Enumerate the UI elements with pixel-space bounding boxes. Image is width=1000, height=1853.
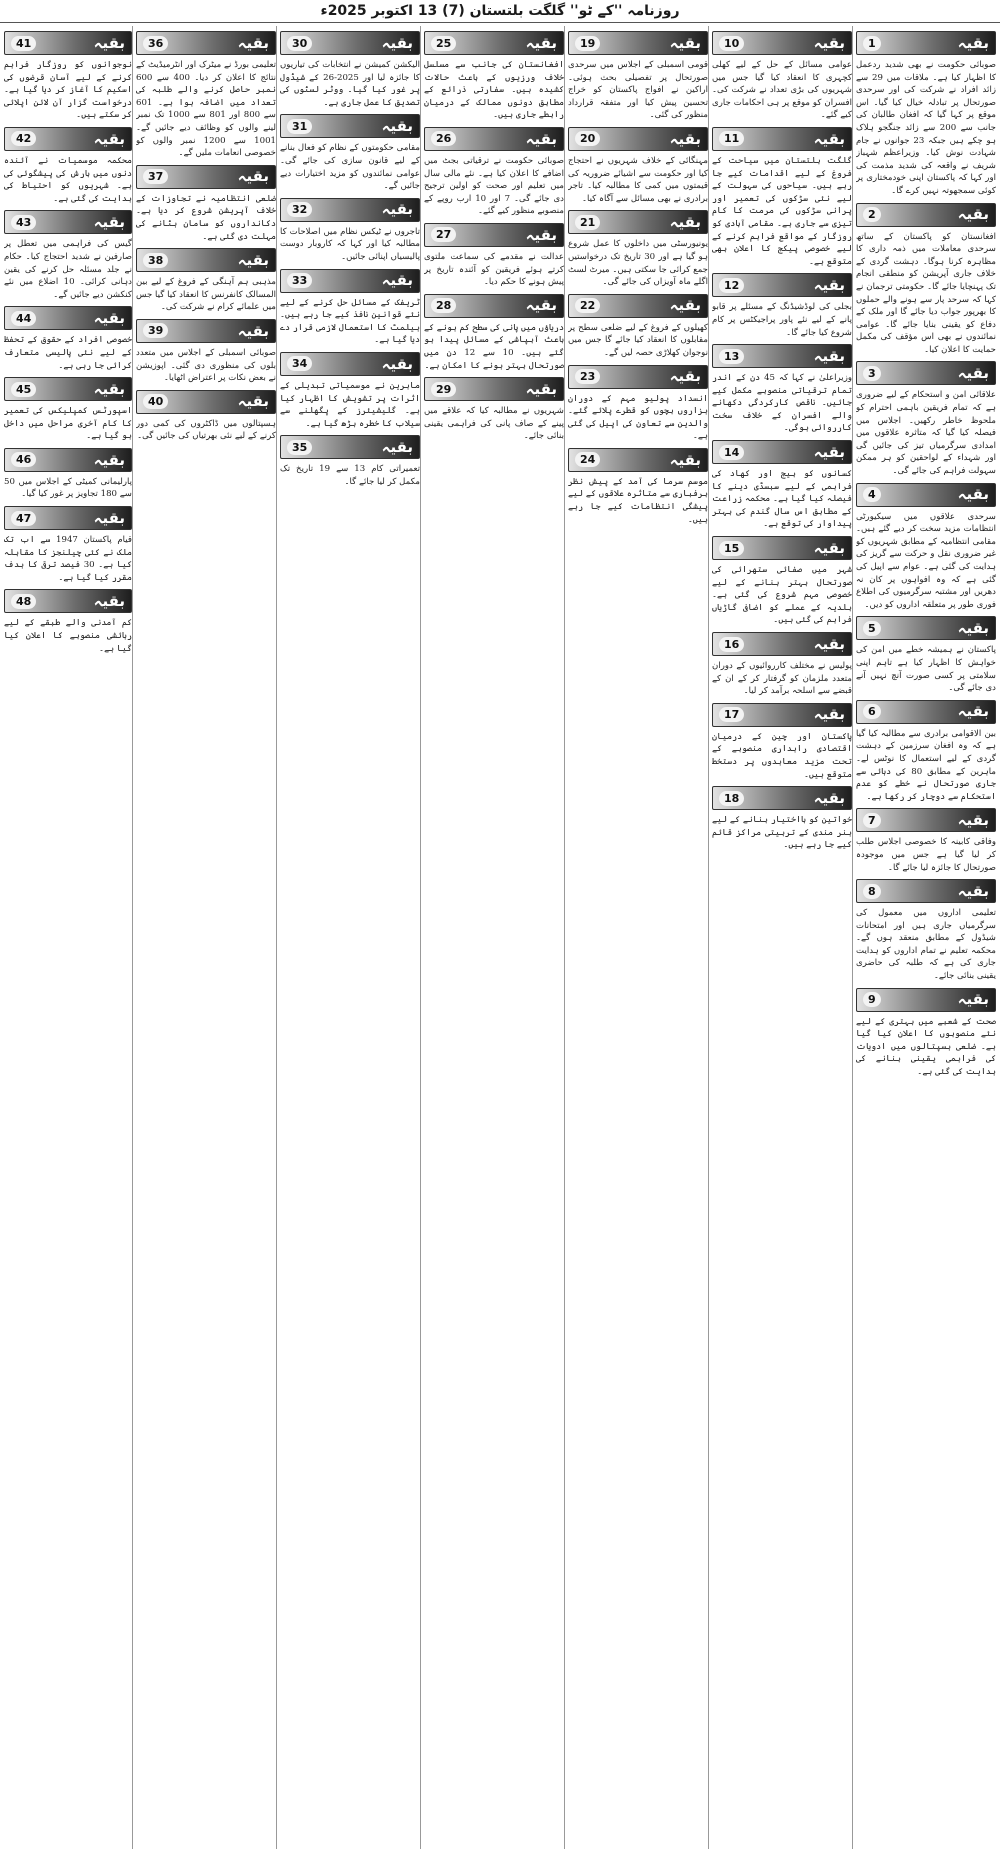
continuation-label: بقیہ — [93, 309, 125, 328]
article-text: وفاقی کابینہ کا خصوصی اجلاس طلب کر لیا گیا ہے جس میں موجودہ صورتحال کا جائزہ لیا جائے گا۔ — [856, 837, 996, 873]
article-text: کسانوں کو بیج اور کھاد کی فراہمی کے لیے سبسڈی دینے کا فیصلہ کیا گیا ہے۔ محکمہ زراعت کے مطابق اس سال گندم کی بہتر پیداوار کی توقع ہے۔ — [712, 469, 852, 530]
continuation-banner — [136, 390, 276, 414]
continuation-banner — [280, 31, 420, 55]
continuation-number: 13 — [719, 349, 744, 364]
article-text: ضلعی انتظامیہ نے تجاوزات کے خلاف آپریشن شروع کر دیا ہے۔ دکانداروں کو سامان ہٹانے کی مہلت دی گئی ہے۔ — [136, 193, 276, 242]
continuation-number: 15 — [719, 541, 744, 556]
continuation-label: بقیہ — [237, 250, 269, 269]
continuation-number: 48 — [11, 594, 36, 609]
continuation-label: بقیہ — [813, 442, 845, 461]
continuation-label: بقیہ — [237, 167, 269, 186]
continuation-banner — [856, 879, 996, 903]
continuation-label: بقیہ — [669, 367, 701, 386]
continuation-banner — [4, 210, 132, 234]
article-text: مقامی حکومتوں کے نظام کو فعال بنانے کے لیے قانون سازی کی جائے گی۔ عوامی نمائندوں کو مزید اختیارات دیے جائیں گے۔ — [280, 143, 420, 192]
article-text: عدالت نے مقدمے کی سماعت ملتوی کرتے ہوئے فریقین کو آئندہ تاریخ پر پیش ہونے کا حکم دیا۔ — [424, 251, 564, 288]
continuation-label: بقیہ — [813, 129, 845, 148]
continuation-number: 9 — [863, 992, 881, 1007]
continuation-label: بقیہ — [669, 296, 701, 315]
article-text: بجلی کی لوڈشیڈنگ کے مسئلے پر قابو پانے کے لیے نئے پاور پراجیکٹس پر کام شروع کیا جائے گا۔ — [712, 302, 852, 338]
continuation-banner — [4, 377, 132, 401]
column-3 — [568, 26, 708, 1849]
column-2 — [712, 26, 852, 1849]
continuation-number: 47 — [11, 511, 36, 526]
continuation-banner — [856, 361, 996, 385]
article-text: نوجوانوں کو روزگار فراہم کرنے کے لیے آسان قرضوں کی اسکیم کا آغاز کر دیا گیا ہے۔ درخواست گزار آن لائن اپلائی کر سکتے ہیں۔ — [4, 60, 132, 121]
continuation-label: بقیہ — [381, 354, 413, 373]
page-header — [0, 0, 1000, 23]
article-text: گلگت بلتستان میں سیاحت کے فروغ کے لیے اقدامات کیے جا رہے ہیں۔ سیاحوں کی سہولت کے لیے نئی سڑکوں کی تعمیر اور پرانی سڑکوں کی مرمت کا کام تیزی سے جاری ہے۔ مقامی آبادی کو روزگار کے مواقع فراہم کرنے کے لیے خصوصی پیکج کا اعلان بھی متوقع ہے۔ — [712, 155, 852, 267]
article-text: محکمہ موسمیات نے آئندہ دنوں میں بارش کی پیشگوئی کی ہے۔ شہریوں کو احتیاط کی ہدایت کی گئی ہے۔ — [4, 155, 132, 204]
continuation-banner — [424, 127, 564, 151]
continuation-number: 1 — [863, 36, 881, 51]
continuation-number: 37 — [143, 169, 168, 184]
continuation-label: بقیہ — [237, 33, 269, 52]
continuation-number: 28 — [431, 298, 456, 313]
article-text: موسم سرما کی آمد کے پیش نظر برفباری سے متاثرہ علاقوں کے لیے پیشگی انتظامات کیے جا رہے ہیں۔ — [568, 476, 708, 525]
continuation-label: بقیہ — [813, 276, 845, 295]
continuation-banner — [136, 248, 276, 272]
continuation-banner — [280, 114, 420, 138]
continuation-banner — [712, 127, 852, 151]
continuation-banner — [424, 223, 564, 247]
continuation-banner — [568, 448, 708, 472]
continuation-label: بقیہ — [237, 392, 269, 411]
continuation-label: بقیہ — [381, 200, 413, 219]
continuation-number: 8 — [863, 884, 881, 899]
continuation-number: 14 — [719, 445, 744, 460]
continuation-label: بقیہ — [381, 437, 413, 456]
article-text: گیس کی فراہمی میں تعطل پر صارفین نے شدید احتجاج کیا۔ حکام نے جلد مسئلہ حل کرنے کی یقین دہانی کرائی۔ 10 اضلاع میں نئے کنکشن دیے جائیں گے۔ — [4, 239, 132, 300]
continuation-banner — [280, 269, 420, 293]
continuation-banner — [856, 483, 996, 507]
article-text: عوامی مسائل کے حل کے لیے کھلی کچہری کا انعقاد کیا گیا جس میں شہریوں کی بڑی تعداد نے شرکت کی۔ افسران کو موقع پر ہی احکامات جاری کیے گئے۔ — [712, 60, 852, 121]
continuation-number: 12 — [719, 278, 744, 293]
continuation-number: 42 — [11, 131, 36, 146]
continuation-banner — [568, 31, 708, 55]
article-text: بین الاقوامی برادری سے مطالبہ کیا گیا ہے کہ وہ افغان سرزمین کے دہشت گردی کے لیے استعمال کا نوٹس لے۔ ماہرین کے مطابق 80 کی دہائی سے جاری صورتحال نے خطے کو عدم استحکام سے دوچار کر رکھا ہے۔ — [856, 728, 996, 802]
article-text: مذہبی ہم آہنگی کے فروغ کے لیے بین المسالک کانفرنس کا انعقاد کیا گیا جس میں علمائے کرام نے شرکت کی۔ — [136, 277, 276, 313]
continuation-label: بقیہ — [957, 33, 989, 52]
continuation-number: 35 — [287, 440, 312, 455]
continuation-label: بقیہ — [525, 129, 557, 148]
column-divider — [132, 26, 133, 1849]
continuation-label: بقیہ — [957, 702, 989, 721]
column-6 — [136, 26, 276, 1849]
continuation-banner — [4, 506, 132, 530]
continuation-banner — [712, 536, 852, 560]
article-text: پارلیمانی کمیٹی کے اجلاس میں 50 سے 180 تجاویز پر غور کیا گیا۔ — [4, 476, 132, 500]
column-divider — [852, 26, 853, 1849]
continuation-number: 31 — [287, 119, 312, 134]
continuation-banner — [856, 700, 996, 724]
article-text: علاقائی امن و استحکام کے لیے ضروری ہے کہ تمام فریقین باہمی احترام کو ملحوظ خاطر رکھیں۔ اجلاس میں فیصلہ کیا گیا کہ متاثرہ علاقوں میں امدادی سرگرمیاں تیز کی جائیں گی اور شہداء کے لواحقین کو ہر ممکن سہولت فراہم کی جائے گی۔ — [856, 390, 996, 477]
page-title: روزنامہ ''کے ٹو'' گلگت بلتستان (7) 13 اکتوبر 2025ء — [320, 3, 680, 19]
continuation-banner — [136, 319, 276, 343]
continuation-number: 44 — [11, 311, 36, 326]
continuation-number: 43 — [11, 215, 36, 230]
article-text: افغانستان کی جانب سے مسلسل خلاف ورزیوں کے باعث حالات کشیدہ ہیں۔ سفارتی ذرائع کے مطابق دونوں ممالک کے درمیان رابطے جاری ہیں۔ — [424, 60, 564, 121]
continuation-label: بقیہ — [93, 592, 125, 611]
continuation-label: بقیہ — [381, 271, 413, 290]
continuation-label: بقیہ — [957, 205, 989, 224]
article-text: افغانستان کو پاکستان کے ساتھ سرحدی معاملات میں ذمہ داری کا مظاہرہ کرنا ہوگا۔ دہشت گردی کے خلاف جاری آپریشن کو منطقی انجام تک پہنچایا جائے گا۔ حکومتی ترجمان نے کہا کہ سرحد پار سے ہونے والے حملوں کا بھرپور جواب دیا جائے گا اور ملک کے دفاع کو یقینی بنایا جائے گا۔ عوامی نمائندوں نے بھی اس مؤقف کی مکمل حمایت کا اعلان کیا۔ — [856, 231, 996, 355]
continuation-label: بقیہ — [813, 634, 845, 653]
article-text: قیام پاکستان 1947 سے اب تک ملک نے کئی چیلنجز کا مقابلہ کیا ہے۔ 30 فیصد ترقی کا ہدف مقرر کیا گیا ہے۔ — [4, 535, 132, 583]
column-1 — [856, 26, 996, 1849]
article-text: خصوصی افراد کے حقوق کے تحفظ کے لیے نئی پالیسی متعارف کرائی جا رہی ہے۔ — [4, 335, 132, 371]
continuation-label: بقیہ — [813, 538, 845, 557]
article-text: تعلیمی اداروں میں معمول کی سرگرمیاں جاری ہیں اور امتحانات شیڈول کے مطابق منعقد ہوں گے۔ محکمہ تعلیم نے تمام اداروں کو ہدایت جاری کی ہے کہ طلبہ کی حاضری یقینی بنائی جائے۔ — [856, 908, 996, 982]
continuation-banner — [4, 31, 132, 55]
continuation-number: 19 — [575, 36, 600, 51]
continuation-label: بقیہ — [525, 379, 557, 398]
continuation-banner — [856, 203, 996, 227]
continuation-label: بقیہ — [93, 213, 125, 232]
continuation-banner — [280, 352, 420, 376]
article-text: مہنگائی کے خلاف شہریوں نے احتجاج کیا اور حکومت سے اشیائے ضروریہ کی قیمتوں میں کمی کا مطالبہ کیا۔ تاجر برادری نے بھی مسائل سے آگاہ کیا۔ — [568, 155, 708, 204]
continuation-label: بقیہ — [813, 705, 845, 724]
article-text: تاجروں نے ٹیکس نظام میں اصلاحات کا مطالبہ کیا اور کہا کہ کاروبار دوست پالیسیاں اپنائی جائیں۔ — [280, 226, 420, 262]
continuation-banner — [712, 31, 852, 55]
article-text: ماہرین نے موسمیاتی تبدیلی کے اثرات پر تشویش کا اظہار کیا ہے۔ گلیشیئرز کے پگھلنے سے سیلاب کا خطرہ بڑھ گیا ہے۔ — [280, 380, 420, 429]
article-text: ٹریفک کے مسائل حل کرنے کے لیے نئے قوانین نافذ کیے جا رہے ہیں۔ ہیلمٹ کا استعمال لازمی قرار دے دیا گیا ہے۔ — [280, 297, 420, 346]
continuation-label: بقیہ — [957, 485, 989, 504]
article-text: قومی اسمبلی کے اجلاس میں سرحدی صورتحال پر تفصیلی بحث ہوئی۔ اراکین نے افواج پاکستان کو خراج تحسین پیش کیا اور متفقہ قرارداد منظور کی گئی۔ — [568, 60, 708, 121]
continuation-banner — [712, 344, 852, 368]
continuation-number: 39 — [143, 323, 168, 338]
continuation-banner — [712, 786, 852, 810]
continuation-banner — [424, 294, 564, 318]
continuation-label: بقیہ — [669, 213, 701, 232]
continuation-label: بقیہ — [93, 33, 125, 52]
continuation-number: 45 — [11, 382, 36, 397]
continuation-banner — [856, 808, 996, 832]
continuation-number: 5 — [863, 621, 881, 636]
continuation-banner — [712, 703, 852, 727]
article-text: صوبائی اسمبلی کے اجلاس میں متعدد بلوں کی منظوری دی گئی۔ اپوزیشن نے بعض نکات پر اعتراض اٹھایا۔ — [136, 347, 276, 384]
continuation-number: 18 — [719, 791, 744, 806]
continuation-number: 4 — [863, 487, 881, 502]
continuation-label: بقیہ — [813, 346, 845, 365]
continuation-banner — [136, 31, 276, 55]
continuation-number: 40 — [143, 394, 168, 409]
continuation-label: بقیہ — [525, 225, 557, 244]
continuation-number: 26 — [431, 131, 456, 146]
continuation-number: 2 — [863, 207, 881, 222]
article-text: شہریوں نے مطالبہ کیا کہ علاقے میں پینے کے صاف پانی کی فراہمی یقینی بنائی جائے۔ — [424, 406, 564, 442]
column-7 — [4, 26, 132, 1849]
continuation-banner — [712, 440, 852, 464]
column-5 — [280, 26, 420, 1849]
continuation-banner — [568, 127, 708, 151]
continuation-number: 33 — [287, 273, 312, 288]
column-divider — [276, 26, 277, 1849]
article-text: پولیس نے مختلف کارروائیوں کے دوران متعدد ملزمان کو گرفتار کر کے ان کے قبضے سے اسلحہ برآمد کر لیا۔ — [712, 661, 852, 697]
continuation-banner — [424, 377, 564, 401]
continuation-label: بقیہ — [957, 990, 989, 1009]
article-text: ہسپتالوں میں ڈاکٹروں کی کمی دور کرنے کے لیے نئی بھرتیاں کی جائیں گی۔ — [136, 418, 276, 442]
continuation-number: 29 — [431, 382, 456, 397]
continuation-label: بقیہ — [93, 450, 125, 469]
continuation-banner — [712, 632, 852, 656]
column-divider — [564, 26, 565, 1849]
continuation-banner — [568, 294, 708, 318]
continuation-label: بقیہ — [669, 33, 701, 52]
continuation-banner — [136, 165, 276, 189]
continuation-label: بقیہ — [957, 881, 989, 900]
continuation-label: بقیہ — [669, 450, 701, 469]
continuation-label: بقیہ — [957, 811, 989, 830]
continuation-number: 46 — [11, 452, 36, 467]
article-text: تعمیراتی کام 13 سے 19 تاریخ تک مکمل کر لیا جائے گا۔ — [280, 464, 420, 487]
article-text: شہر میں صفائی ستھرائی کی صورتحال بہتر بنانے کے لیے خصوصی مہم شروع کی گئی ہے۔ بلدیہ کے عملے کو اضافی گاڑیاں فراہم کی گئی ہیں۔ — [712, 565, 852, 626]
continuation-label: بقیہ — [525, 296, 557, 315]
continuation-number: 20 — [575, 131, 600, 146]
continuation-number: 32 — [287, 202, 312, 217]
continuation-label: بقیہ — [669, 129, 701, 148]
continuation-number: 10 — [719, 36, 744, 51]
continuation-banner — [856, 616, 996, 640]
continuation-label: بقیہ — [381, 33, 413, 52]
column-divider — [708, 26, 709, 1849]
continuation-banner — [4, 448, 132, 472]
article-text: کم آمدنی والے طبقے کے لیے رہائشی منصوبے کا اعلان کیا گیا ہے۔ — [4, 618, 132, 654]
continuation-number: 27 — [431, 227, 456, 242]
continuation-number: 24 — [575, 452, 600, 467]
continuation-label: بقیہ — [813, 33, 845, 52]
article-text: اسپورٹس کمپلیکس کی تعمیر کا کام آخری مراحل میں داخل ہو گیا ہے۔ — [4, 406, 132, 442]
article-text: پاکستان نے ہمیشہ خطے میں امن کی خواہش کا اظہار کیا ہے تاہم اپنی سلامتی پر کسی صورت آنچ نہیں آنے دی جائے گی۔ — [856, 645, 996, 694]
column-divider — [420, 26, 421, 1849]
article-text: الیکشن کمیشن نے انتخابات کی تیاریوں کا جائزہ لیا اور 2025-26 کے شیڈول پر غور کیا گیا۔ ووٹر لسٹوں کی تصدیق کا عمل جاری ہے۔ — [280, 60, 420, 108]
continuation-label: بقیہ — [93, 508, 125, 527]
article-text: وزیراعلیٰ نے کہا کہ 45 دن کے اندر تمام ترقیاتی منصوبے مکمل کیے جائیں۔ ناقص کارکردگی دکھانے والے افسران کے خلاف سخت کارروائی ہوگی۔ — [712, 373, 852, 434]
continuation-banner — [856, 31, 996, 55]
article-text: صحت کے شعبے میں بہتری کے لیے نئے منصوبوں کا اعلان کیا گیا ہے۔ ضلعی ہسپتالوں میں ادویات کی فراہمی یقینی بنانے کی ہدایت کی گئی ہے۔ — [856, 1016, 996, 1078]
continuation-label: بقیہ — [93, 379, 125, 398]
article-text: خواتین کو بااختیار بنانے کے لیے ہنر مندی کے تربیتی مراکز قائم کیے جا رہے ہیں۔ — [712, 815, 852, 851]
article-text: کھیلوں کے فروغ کے لیے ضلعی سطح پر مقابلوں کا انعقاد کیا جائے گا جس میں نوجوان کھلاڑی حصہ لیں گے۔ — [568, 322, 708, 358]
article-text: دریاؤں میں پانی کی سطح کم ہونے کے باعث آبپاشی کے مسائل پیدا ہو گئے ہیں۔ 10 سے 12 دن میں صورتحال بہتر ہونے کا امکان ہے۔ — [424, 322, 564, 371]
continuation-banner — [568, 210, 708, 234]
continuation-number: 3 — [863, 366, 881, 381]
article-text: صوبائی حکومت نے بھی شدید ردعمل کا اظہار کیا ہے۔ ملاقات میں 29 سے زائد افراد نے شرکت کی اور سرحدی صورتحال پر تبادلہ خیال کیا گیا۔ اس موقع پر کہا گیا کہ افغان طالبان کی جانب سے 200 سے زائد جنگجو ہلاک ہو چکے ہیں جبکہ 23 جوانوں نے جام شہادت نوش کیا۔ وزیراعظم شہباز شریف نے واقعہ کی شدید مذمت کی اور کہا کہ پاکستان اپنی خودمختاری پر کوئی سمجھوتہ نہیں کرے گا۔ — [856, 60, 996, 196]
continuation-number: 34 — [287, 356, 312, 371]
article-text: پاکستان اور چین کے درمیان اقتصادی راہداری منصوبے کے تحت مزید معاہدوں پر دستخط متوقع ہیں۔ — [712, 731, 852, 780]
continuation-number: 22 — [575, 298, 600, 313]
continuation-banner — [4, 127, 132, 151]
continuation-label: بقیہ — [237, 321, 269, 340]
continuation-number: 6 — [863, 704, 881, 719]
continuation-label: بقیہ — [381, 117, 413, 136]
article-text: یونیورسٹی میں داخلوں کا عمل شروع ہو گیا ہے اور 30 تاریخ تک درخواستیں جمع کرائی جا سکتی ہیں۔ میرٹ لسٹ اگلے ماہ آویزاں کی جائے گی۔ — [568, 239, 708, 288]
continuation-label: بقیہ — [93, 129, 125, 148]
continuation-banner — [280, 435, 420, 459]
continuation-number: 11 — [719, 131, 744, 146]
continuation-number: 7 — [863, 813, 881, 828]
continuation-number: 38 — [143, 253, 168, 268]
continuation-banner — [280, 198, 420, 222]
continuation-banner — [568, 365, 708, 389]
continuation-label: بقیہ — [525, 33, 557, 52]
continuation-label: بقیہ — [957, 364, 989, 383]
continuation-number: 16 — [719, 637, 744, 652]
continuation-label: بقیہ — [957, 619, 989, 638]
continuation-number: 30 — [287, 36, 312, 51]
continuation-banner — [4, 306, 132, 330]
continuation-number: 21 — [575, 215, 600, 230]
continuation-banner — [712, 273, 852, 297]
article-text: انسداد پولیو مہم کے دوران ہزاروں بچوں کو قطرے پلائے گئے۔ والدین سے تعاون کی اپیل کی گئی ہے۔ — [568, 393, 708, 442]
continuation-label: بقیہ — [813, 788, 845, 807]
continuation-number: 23 — [575, 369, 600, 384]
continuation-banner — [424, 31, 564, 55]
article-text: تعلیمی بورڈ نے میٹرک اور انٹرمیڈیٹ کے نتائج کا اعلان کر دیا۔ 400 سے 600 نمبر حاصل کرنے والے طلبہ کی تعداد میں اضافہ ہوا ہے۔ 601 سے 800 اور 801 سے 1000 تک نمبر لینے والوں کو وظائف دیے جائیں گے۔ 1001 سے 1200 نمبر والوں کو خصوصی انعامات ملیں گے۔ — [136, 60, 276, 159]
article-text: سرحدی علاقوں میں سیکیورٹی انتظامات مزید سخت کر دیے گئے ہیں۔ مقامی انتظامیہ کے مطابق شہریوں کو غیر ضروری نقل و حرکت سے گریز کی ہدایت کی گئی ہے۔ عوام سے اپیل کی گئی ہے کہ وہ افواہوں پر کان نہ دھریں اور مشتبہ سرگرمیوں کی اطلاع فوری طور پر متعلقہ اداروں کو دیں۔ — [856, 511, 996, 610]
continuation-number: 17 — [719, 707, 744, 722]
column-4 — [424, 26, 564, 1849]
continuation-banner — [4, 589, 132, 613]
continuation-banner — [856, 988, 996, 1012]
continuation-number: 25 — [431, 36, 456, 51]
article-text: صوبائی حکومت نے ترقیاتی بجٹ میں اضافے کا اعلان کیا ہے۔ نئے مالی سال میں تعلیم اور صحت کو اولین ترجیح دی جائے گی۔ 7 اور 10 ارب روپے کے منصوبے منظور کیے گئے۔ — [424, 155, 564, 217]
continuation-number: 36 — [143, 36, 168, 51]
continuation-number: 41 — [11, 36, 36, 51]
